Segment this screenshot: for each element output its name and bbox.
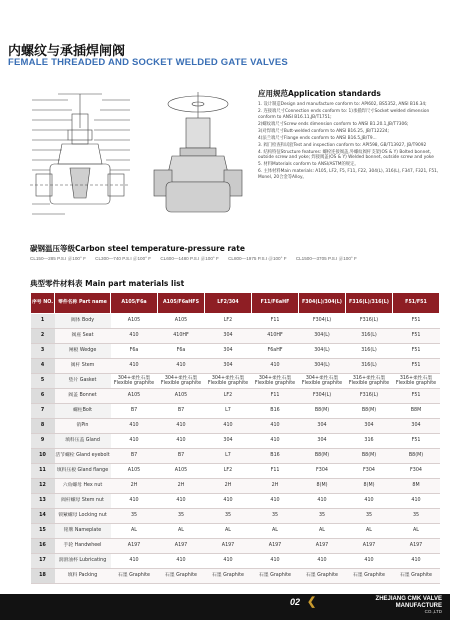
material-cell: F304 xyxy=(346,464,393,479)
materials-title: 典型零件材料表 Main part materials list xyxy=(30,279,185,288)
material-cell: 410 xyxy=(393,554,440,569)
material-cell: 304+柔性石墨 Flexible graphite xyxy=(252,374,299,389)
material-cell: B8(M) xyxy=(346,449,393,464)
table-row xyxy=(31,389,440,404)
material-cell: A105 xyxy=(111,314,158,329)
column-header: F316(L)/316(L) xyxy=(346,293,393,314)
material-cell: 石墨 Graphite xyxy=(393,569,440,584)
column-header: A105/F6a xyxy=(111,293,158,314)
material-cell: F51 xyxy=(393,359,440,374)
material-cell: 410 xyxy=(252,554,299,569)
material-cell: F304(L) xyxy=(299,314,346,329)
part-name: 阀杆 Stem xyxy=(55,359,111,374)
column-header: F51/F51 xyxy=(393,293,440,314)
company-line: CO.,LTD xyxy=(424,609,442,614)
material-cell: 2H xyxy=(111,479,158,494)
table-row xyxy=(31,419,440,434)
material-cell: B7 xyxy=(111,404,158,419)
material-cell: A197 xyxy=(252,539,299,554)
material-cell: 316(L) xyxy=(346,359,393,374)
row-number: 15 xyxy=(31,524,55,539)
material-cell: 410 xyxy=(205,419,252,434)
standards-item: 5. 材料Materials conform to ANSI/ASTM的规定。 xyxy=(258,162,359,167)
part-name: 阀座 Seat xyxy=(55,329,111,344)
material-cell: B8(M) xyxy=(346,404,393,419)
material-cell: LF2 xyxy=(205,389,252,404)
standards-item: 2)螺纹端尺寸Screw ends dimension conform to ANSI B1.20.1,JB/T7306; xyxy=(258,121,409,127)
material-cell: 410 xyxy=(111,494,158,509)
material-cell: AL xyxy=(252,524,299,539)
material-cell: F6aHF xyxy=(252,344,299,359)
material-cell: 316+柔性石墨 Flexible graphite xyxy=(346,374,393,389)
material-cell: 304(L) xyxy=(299,329,346,344)
material-cell: 35 xyxy=(111,509,158,524)
company-line: MANUFACTURE xyxy=(395,602,442,609)
row-number: 12 xyxy=(31,479,55,494)
material-cell: 35 xyxy=(158,509,205,524)
material-cell: A197 xyxy=(111,539,158,554)
material-cell: 316 xyxy=(346,434,393,449)
row-number: 5 xyxy=(31,374,55,389)
material-cell: B8(M) xyxy=(393,449,440,464)
part-name: 阀体 Body xyxy=(55,314,111,329)
material-cell: 410 xyxy=(252,419,299,434)
material-cell: 410 xyxy=(205,554,252,569)
material-cell: 8(M) xyxy=(299,479,346,494)
material-cell: 410 xyxy=(252,359,299,374)
material-cell: A197 xyxy=(158,539,205,554)
material-cell: 35 xyxy=(299,509,346,524)
standards-title: 应用规范Application standards xyxy=(258,89,381,98)
material-cell: 410 xyxy=(111,329,158,344)
row-number: 16 xyxy=(31,539,55,554)
material-cell: AL xyxy=(393,524,440,539)
row-number: 13 xyxy=(31,494,55,509)
material-cell: 35 xyxy=(252,509,299,524)
material-cell: 8M xyxy=(393,479,440,494)
part-name: 手轮 Handwheel xyxy=(55,539,111,554)
material-cell: AL xyxy=(346,524,393,539)
pt-rating-line xyxy=(30,256,445,262)
material-cell: 304 xyxy=(393,419,440,434)
row-number: 17 xyxy=(31,554,55,569)
page-title-en: FEMALE THREADED AND SOCKET WELDED GATE VALVES xyxy=(8,57,288,68)
part-name: 填料压盖 Gland xyxy=(55,434,111,449)
material-cell: A105 xyxy=(158,389,205,404)
table-row xyxy=(31,554,440,569)
material-cell: 304+柔性石墨 Flexible graphite xyxy=(158,374,205,389)
material-cell: F51 xyxy=(393,344,440,359)
row-number: 18 xyxy=(31,569,55,584)
material-cell: L7 xyxy=(205,404,252,419)
material-cell: F51 xyxy=(393,434,440,449)
part-name: 填料压板 Gland flange xyxy=(55,464,111,479)
material-cell: A197 xyxy=(299,539,346,554)
material-cell: 35 xyxy=(346,509,393,524)
table-row xyxy=(31,539,440,554)
material-cell: 410 xyxy=(111,419,158,434)
column-header: F11/F6aHF xyxy=(252,293,299,314)
table-row xyxy=(31,404,440,419)
material-cell: 石墨 Graphite xyxy=(111,569,158,584)
materials-header-row xyxy=(31,293,440,314)
standards-item: 4)法兰端尺寸Flange ends conform to ANSI B16.5,JB/T9... xyxy=(258,135,377,141)
material-cell: 304+柔性石墨 Flexible graphite xyxy=(111,374,158,389)
material-cell: 304 xyxy=(205,359,252,374)
row-number: 8 xyxy=(31,419,55,434)
column-header: LF2/304 xyxy=(205,293,252,314)
table-row xyxy=(31,374,440,389)
material-cell: 石墨 Graphite xyxy=(252,569,299,584)
company-line: ZHEJIANG CMK VALVE xyxy=(375,596,442,602)
material-cell: A105 xyxy=(158,464,205,479)
material-cell: 304 xyxy=(205,434,252,449)
column-header: 零件名称 Part name xyxy=(55,293,111,314)
material-cell: 410 xyxy=(299,554,346,569)
table-row xyxy=(31,464,440,479)
material-cell: 410 xyxy=(158,359,205,374)
pt-rating-entry: CL1500—3705 P.S.I ＠100° F xyxy=(295,256,357,261)
material-cell: 410 xyxy=(299,494,346,509)
material-cell: 304+柔性石墨 Flexible graphite xyxy=(205,374,252,389)
material-cell: 304+柔性石墨 Flexible graphite xyxy=(299,374,346,389)
column-header: A105/F6aHFS xyxy=(158,293,205,314)
row-number: 1 xyxy=(31,314,55,329)
material-cell: B7 xyxy=(111,449,158,464)
table-row xyxy=(31,329,440,344)
material-cell: 410 xyxy=(205,494,252,509)
material-cell: F6a xyxy=(111,344,158,359)
material-cell: A105 xyxy=(111,464,158,479)
part-name: 垫片 Gasket xyxy=(55,374,111,389)
material-cell: F51 xyxy=(393,314,440,329)
row-number: 14 xyxy=(31,509,55,524)
material-cell: B7 xyxy=(158,404,205,419)
part-name: 销Pin xyxy=(55,419,111,434)
part-name: 螺柱Bolt xyxy=(55,404,111,419)
column-header: F304(L)/304(L) xyxy=(299,293,346,314)
material-cell: 410 xyxy=(346,554,393,569)
material-cell: 410HF xyxy=(252,329,299,344)
material-cell: AL xyxy=(299,524,346,539)
row-number: 4 xyxy=(31,359,55,374)
table-row xyxy=(31,479,440,494)
material-cell: 2H xyxy=(252,479,299,494)
material-cell: 2H xyxy=(205,479,252,494)
row-number: 10 xyxy=(31,449,55,464)
material-cell: A105 xyxy=(158,314,205,329)
table-row xyxy=(31,344,440,359)
material-cell: 304 xyxy=(299,434,346,449)
material-cell: 石墨 Graphite xyxy=(346,569,393,584)
row-number: 7 xyxy=(31,404,55,419)
material-cell: LF2 xyxy=(205,314,252,329)
part-name: 铭牌 Nameplate xyxy=(55,524,111,539)
material-cell: A197 xyxy=(205,539,252,554)
material-cell: 410 xyxy=(252,434,299,449)
material-cell: 石墨 Graphite xyxy=(205,569,252,584)
standards-item: 1. 设计制造Design and manufacture conform to: API602, BS5352, ANSI B16.34; xyxy=(258,102,427,107)
material-cell: 石墨 Graphite xyxy=(299,569,346,584)
material-cell: 410 xyxy=(346,494,393,509)
material-cell: B8M xyxy=(393,404,440,419)
material-cell: F11 xyxy=(252,389,299,404)
pt-rating-entry: CL800—1975 P.S.I ＠100° F xyxy=(228,256,287,261)
material-cell: 304 xyxy=(205,329,252,344)
material-cell: 8(M) xyxy=(346,479,393,494)
material-cell: 316+柔性石墨 Flexible graphite xyxy=(393,374,440,389)
material-cell: 304(L) xyxy=(299,344,346,359)
table-row xyxy=(31,509,440,524)
material-cell: B16 xyxy=(252,404,299,419)
page-title-cn: 内螺纹与承插焊闸阀 xyxy=(8,44,126,59)
standards-item: 2. 连接端尺寸Connection ends conform to: 1)承插焊尺寸Socket welded dimension conform to ANSI B16.11,JB/T1751; xyxy=(258,109,430,120)
chevron-icon: ❮ xyxy=(307,596,317,608)
part-name: 润滑油杯 Lubricating xyxy=(55,554,111,569)
pt-rating-entry: CL600—1480 P.S.I ＠100° F xyxy=(160,256,219,261)
part-name: 阀盖 Bonnet xyxy=(55,389,111,404)
material-cell: 410 xyxy=(158,494,205,509)
material-cell: F304(L) xyxy=(299,389,346,404)
material-cell: 410 xyxy=(111,434,158,449)
material-cell: A197 xyxy=(393,539,440,554)
material-cell: B8(M) xyxy=(299,449,346,464)
part-name: 锁紧螺母 Locking nut xyxy=(55,509,111,524)
material-cell: F316(L) xyxy=(346,314,393,329)
material-cell: B7 xyxy=(158,449,205,464)
table-row xyxy=(31,314,440,329)
part-name: 闸板 Wedge xyxy=(55,344,111,359)
material-cell: A197 xyxy=(346,539,393,554)
table-row xyxy=(31,359,440,374)
table-row xyxy=(31,449,440,464)
part-name: 填料 Packing xyxy=(55,569,111,584)
material-cell: F316(L) xyxy=(346,389,393,404)
table-row xyxy=(31,524,440,539)
table-row xyxy=(31,569,440,584)
material-cell: 410 xyxy=(158,554,205,569)
material-cell: F11 xyxy=(252,314,299,329)
material-cell: AL xyxy=(111,524,158,539)
material-cell: 2H xyxy=(158,479,205,494)
material-cell: AL xyxy=(205,524,252,539)
standards-list xyxy=(258,102,444,182)
material-cell: 304 xyxy=(205,344,252,359)
row-number: 2 xyxy=(31,329,55,344)
material-cell: 410 xyxy=(252,494,299,509)
row-number: 9 xyxy=(31,434,55,449)
pt-rating-entry: CL150—285 P.S.I ＠100° F xyxy=(30,256,86,261)
material-cell: 316(L) xyxy=(346,329,393,344)
table-row xyxy=(31,434,440,449)
part-name: 阀杆螺母 Stem nut xyxy=(55,494,111,509)
material-cell: F51 xyxy=(393,329,440,344)
material-cell: 410HF xyxy=(158,329,205,344)
table-row xyxy=(31,494,440,509)
part-name: 六角螺母 Hex nut xyxy=(55,479,111,494)
row-number: 11 xyxy=(31,464,55,479)
material-cell: 35 xyxy=(205,509,252,524)
material-cell: A105 xyxy=(111,389,158,404)
material-cell: F6a xyxy=(158,344,205,359)
material-cell: 316(L) xyxy=(346,344,393,359)
material-cell: 35 xyxy=(393,509,440,524)
material-cell: 410 xyxy=(158,434,205,449)
material-cell: 304 xyxy=(346,419,393,434)
material-cell: F11 xyxy=(252,464,299,479)
material-cell: 410 xyxy=(111,359,158,374)
material-cell: F304 xyxy=(299,464,346,479)
material-cell: 410 xyxy=(393,494,440,509)
material-cell: 304(L) xyxy=(299,359,346,374)
standards-item: 3. 阀门检查和试验Test and inspection conform to: API598, GB/T13927, JB/T9092 xyxy=(258,142,427,148)
standards-item: 3)对焊端尺寸Butt-welded conform to ANSI B16.25, JB/T12224; xyxy=(258,128,389,134)
material-cell: L7 xyxy=(205,449,252,464)
materials-table xyxy=(30,292,440,584)
page-number: 02 xyxy=(290,597,301,607)
material-cell: LF2 xyxy=(205,464,252,479)
material-cell: B16 xyxy=(252,449,299,464)
material-cell: 304 xyxy=(299,419,346,434)
pt-rating-title: 碳钢温压等级Carbon steel temperature-pressure rate xyxy=(30,244,245,253)
standards-item: 6. 主体材料Main materials: A105, LF2, F5, F11, F22, 304(L), 316(L), F347, F321, F51, Monel, 20合金等Alloy。 xyxy=(258,169,439,180)
row-number: 3 xyxy=(31,344,55,359)
material-cell: F304 xyxy=(393,464,440,479)
pt-rating-entry: CL300—740 P.S.I ＠100° F xyxy=(95,256,152,261)
material-cell: B8(M) xyxy=(299,404,346,419)
part-name: 活节螺栓 Gland eyebolt xyxy=(55,449,111,464)
company-name xyxy=(322,596,442,616)
valve-drawing xyxy=(10,86,250,224)
material-cell: AL xyxy=(158,524,205,539)
material-cell: 410 xyxy=(111,554,158,569)
material-cell: 410 xyxy=(158,419,205,434)
material-cell: F51 xyxy=(393,389,440,404)
material-cell: 石墨 Graphite xyxy=(158,569,205,584)
row-number: 6 xyxy=(31,389,55,404)
standards-item: 4. 结构特征Structure features: 螺栓连接阀盖,外螺纹阀杆支架(OS & Y) Bolted bonnet, outside screw and yoke; 焊接阀盖(OS & Y) Welded bonnet, outside screw and yoke xyxy=(258,149,434,160)
column-header: 序号 NO. xyxy=(31,293,55,314)
